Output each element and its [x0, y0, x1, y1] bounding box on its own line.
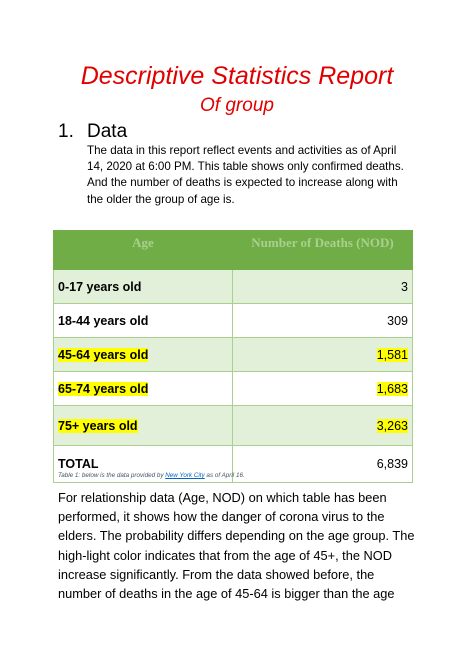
table-row [54, 406, 413, 446]
row-value [233, 304, 413, 338]
table-row [54, 338, 413, 372]
table-header-row [54, 231, 413, 270]
row-label-text: 75+ years old [58, 418, 138, 433]
table-caption [58, 472, 245, 479]
row-label-text: 18-44 years old [58, 313, 149, 328]
row-value-text: 1,581 [376, 347, 408, 362]
table-row [54, 304, 413, 338]
row-value [233, 372, 413, 406]
header-nod: Number of Deaths (NOD) [233, 231, 413, 270]
row-value-text: 309 [387, 313, 408, 328]
report-subtitle: Of group [200, 95, 274, 116]
row-value-text: 3 [401, 279, 408, 294]
table-row [54, 270, 413, 304]
row-label-text: 0-17 years old [58, 279, 142, 294]
table-row [54, 372, 413, 406]
row-label [54, 338, 233, 372]
row-label [54, 406, 233, 446]
caption-suffix: as of April 16. [204, 472, 245, 479]
row-value-text: 6,839 [376, 457, 408, 471]
row-label-text: TOTAL [58, 457, 99, 471]
row-value-text: 1,683 [376, 381, 408, 396]
row-value [233, 270, 413, 304]
deaths-table [53, 230, 413, 483]
caption-link[interactable]: New York City [165, 472, 205, 479]
caption-prefix: Table 1: below is the data provided by [58, 472, 166, 479]
section-title: Data [87, 121, 128, 142]
row-label-text: 65-74 years old [58, 381, 149, 396]
report-title: Descriptive Statistics Report [80, 62, 394, 90]
row-value [233, 406, 413, 446]
row-label [54, 304, 233, 338]
row-label [54, 372, 233, 406]
row-value [233, 338, 413, 372]
section-number: 1. [58, 121, 74, 142]
row-value [233, 446, 413, 483]
analysis-paragraph: For relationship data (Age, NOD) on which table has been performed, it shows how the danger of corona virus to the elders. The probability differs depending on the age group. The high-light color indicates that from the age of 45+, the NOD increase significantly. From the data showed before, the number of deaths in the age of 45-64 is bigger than the age [58, 490, 415, 602]
row-label-text: 45-64 years old [58, 347, 149, 362]
row-value-text: 3,263 [376, 418, 408, 433]
header-age: Age [54, 231, 233, 270]
row-label [54, 270, 233, 304]
intro-paragraph: The data in this report reflect events and activities as of April 14, 2020 at 6:00 PM. This table shows only confirmed deaths. And the number of deaths is expected to increase along with the older the group of age is. [87, 144, 404, 206]
